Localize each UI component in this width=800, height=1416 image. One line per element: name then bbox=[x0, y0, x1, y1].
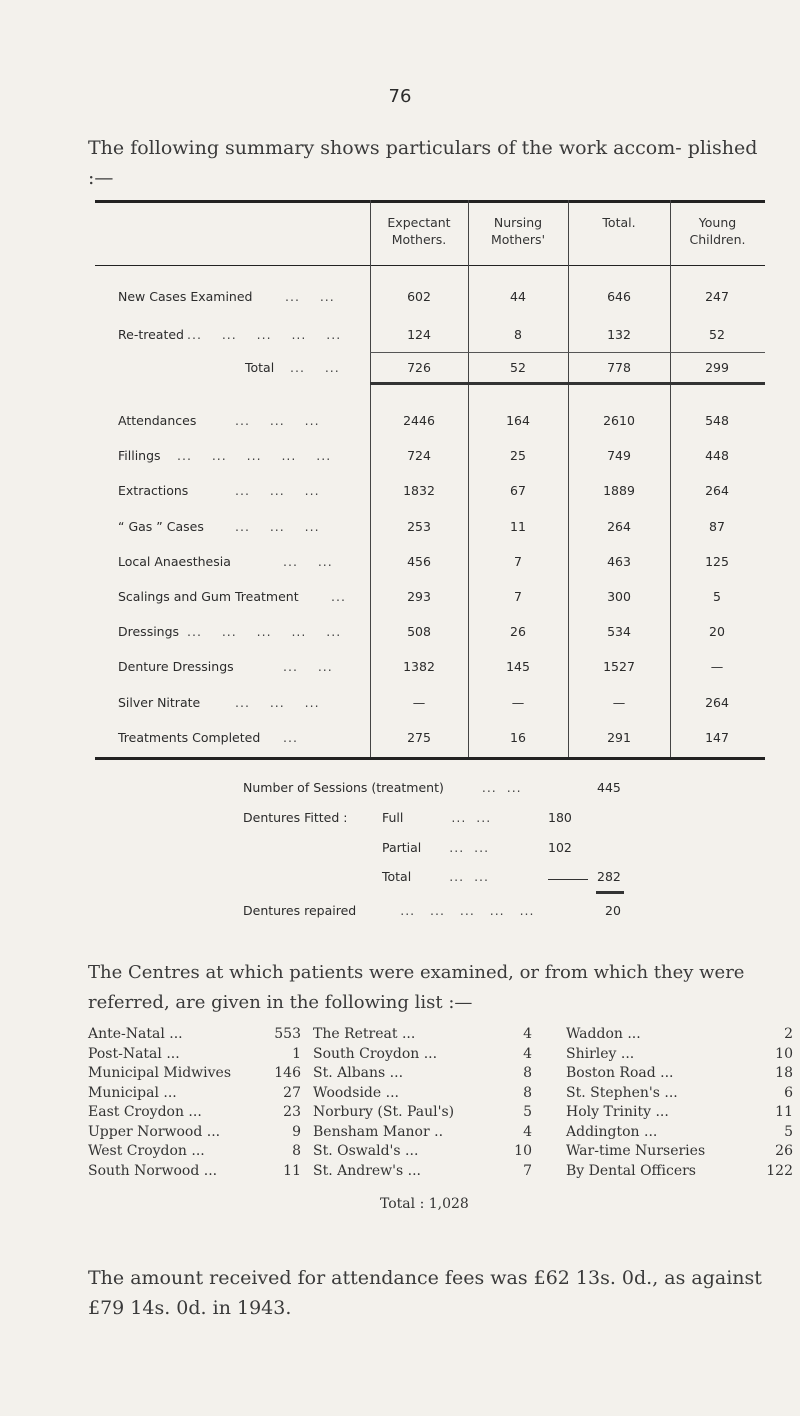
table-row bbox=[95, 448, 765, 468]
table-cell: 147 bbox=[705, 729, 729, 745]
table-cell: 16 bbox=[510, 729, 526, 745]
table-cell: — bbox=[511, 694, 525, 710]
centre-name: Municipal ... bbox=[88, 1084, 177, 1101]
centre-name: Holy Trinity ... bbox=[566, 1104, 669, 1120]
centre-count: 8 bbox=[523, 1084, 532, 1101]
leader-dots: ... ... ... ... ... bbox=[187, 624, 342, 640]
table-row bbox=[95, 554, 765, 574]
header-total: Total. bbox=[602, 215, 636, 230]
centre-name: South Croydon ... bbox=[313, 1045, 438, 1062]
table-cell: 456 bbox=[407, 553, 431, 569]
centre-name: South Norwood ... bbox=[88, 1162, 218, 1179]
centre-count: 10 bbox=[514, 1143, 532, 1159]
table-cell: 2610 bbox=[603, 413, 635, 428]
centre-count: 11 bbox=[283, 1162, 301, 1179]
table-cell: 534 bbox=[607, 624, 631, 640]
table-cell: 1889 bbox=[603, 483, 635, 499]
centre-name: St. Stephen's ... bbox=[566, 1084, 678, 1101]
table-cell: 11 bbox=[510, 518, 526, 534]
leader-dots: ... ... ... ... ... bbox=[177, 448, 332, 464]
sum-rule bbox=[548, 879, 588, 880]
centre-count: 2 bbox=[784, 1026, 793, 1042]
centre-count: 4 bbox=[523, 1026, 532, 1042]
centre-name: West Croydon ... bbox=[88, 1143, 205, 1159]
table-cell: 1527 bbox=[603, 659, 635, 675]
table-cell: 778 bbox=[607, 360, 631, 375]
table-cell: 463 bbox=[607, 553, 631, 569]
dentures-fitted-label: Dentures Fitted : bbox=[243, 810, 348, 825]
centre-name: St. Albans ... bbox=[313, 1065, 404, 1081]
row-label: Denture Dressings bbox=[118, 659, 234, 675]
dentures-repaired-value: 20 bbox=[605, 903, 621, 918]
table-cell: 44 bbox=[510, 289, 526, 304]
table-cell: 726 bbox=[407, 360, 431, 375]
sessions-label: Number of Sessions (treatment) ... ... bbox=[243, 780, 522, 795]
header-young-children: Young Children. bbox=[689, 215, 746, 247]
table-cell: — bbox=[710, 659, 724, 675]
centre-name: Norbury (St. Paul's) bbox=[313, 1104, 455, 1120]
table-row bbox=[95, 624, 765, 644]
table-cell: 7 bbox=[514, 553, 522, 569]
centre-count: 146 bbox=[274, 1065, 301, 1081]
centre-name: By Dental Officers bbox=[566, 1162, 696, 1179]
centre-name: Upper Norwood ... bbox=[88, 1123, 221, 1140]
table-row bbox=[95, 589, 765, 609]
table-cell: 1832 bbox=[403, 483, 435, 499]
centre-count: 4 bbox=[523, 1123, 532, 1140]
table-cell: 2446 bbox=[403, 413, 435, 428]
dentures-total-label: Total ... ... bbox=[382, 869, 489, 884]
table-cell: 646 bbox=[607, 289, 631, 304]
table-cell: 1382 bbox=[403, 659, 435, 675]
table-cell: 275 bbox=[407, 729, 431, 745]
summary-table bbox=[95, 200, 765, 760]
total-top-rule bbox=[370, 352, 765, 353]
centre-name: Ante-Natal ... bbox=[88, 1026, 183, 1042]
table-cell: 724 bbox=[407, 448, 431, 464]
table-row bbox=[95, 360, 765, 380]
table-cell: 7 bbox=[514, 589, 522, 604]
centre-name: War-time Nurseries bbox=[566, 1143, 706, 1159]
centre-name: St. Oswald's ... bbox=[313, 1143, 419, 1159]
centre-count: 9 bbox=[292, 1123, 301, 1140]
centre-count: 10 bbox=[775, 1045, 793, 1062]
table-cell: 300 bbox=[607, 589, 631, 604]
centre-count: 553 bbox=[274, 1026, 301, 1042]
row-label: “ Gas ” Cases bbox=[118, 518, 204, 534]
centre-count: 6 bbox=[784, 1084, 793, 1101]
header-expectant-mothers: Expectant Mothers. bbox=[387, 215, 451, 247]
row-label: Total bbox=[245, 360, 275, 375]
centre-count: 7 bbox=[523, 1162, 532, 1179]
page-number: 76 bbox=[388, 86, 412, 107]
leader-dots: ... ... bbox=[290, 360, 340, 375]
sessions-value: 445 bbox=[597, 780, 621, 795]
centres-total: Total : 1,028 bbox=[380, 1196, 469, 1212]
row-label: New Cases Examined bbox=[118, 289, 253, 304]
table-cell: 602 bbox=[407, 289, 431, 304]
leader-dots: ... bbox=[283, 729, 298, 745]
table-cell: 5 bbox=[713, 589, 721, 604]
leader-dots: ... ... bbox=[285, 289, 335, 304]
centre-name: Post-Natal ... bbox=[88, 1045, 180, 1062]
table-cell: 124 bbox=[407, 327, 431, 342]
centre-count: 11 bbox=[775, 1104, 793, 1120]
row-label: Silver Nitrate bbox=[118, 694, 201, 710]
table-cell: 293 bbox=[407, 589, 431, 604]
dentures-repaired-label: Dentures repaired ... ... ... ... ... bbox=[243, 903, 535, 918]
table-cell: 164 bbox=[506, 413, 530, 428]
centre-name: Shirley ... bbox=[566, 1045, 635, 1062]
table-cell: 264 bbox=[705, 694, 729, 710]
table-cell: 26 bbox=[510, 624, 526, 640]
table-cell: 67 bbox=[510, 483, 526, 499]
centre-count: 8 bbox=[523, 1065, 532, 1081]
centre-count: 27 bbox=[283, 1084, 301, 1101]
centre-count: 4 bbox=[523, 1045, 532, 1062]
centre-name: East Croydon ... bbox=[88, 1104, 202, 1120]
centre-name: St. Andrew's ... bbox=[313, 1162, 422, 1179]
table-cell: 25 bbox=[510, 448, 526, 464]
row-label: Attendances bbox=[118, 413, 197, 428]
leader-dots: ... ... ... bbox=[235, 413, 320, 428]
table-cell: 508 bbox=[407, 624, 431, 640]
row-label: Local Anaesthesia bbox=[118, 553, 231, 569]
leader-dots: ... ... ... bbox=[235, 483, 320, 499]
table-header-rule bbox=[95, 265, 765, 266]
total-bottom-rule bbox=[370, 382, 765, 385]
table-cell: 8 bbox=[514, 327, 522, 342]
row-label: Treatments Completed bbox=[118, 729, 261, 745]
table-cell: 145 bbox=[506, 659, 530, 675]
table-cell: 247 bbox=[705, 289, 729, 304]
table-cell: 52 bbox=[709, 327, 725, 342]
full-label: Full ... ... bbox=[382, 810, 492, 825]
full-value: 180 bbox=[548, 810, 572, 825]
row-label: Extractions bbox=[118, 483, 189, 499]
table-cell: 132 bbox=[607, 327, 631, 342]
centre-count: 23 bbox=[283, 1104, 301, 1120]
table-row bbox=[95, 289, 765, 309]
table-cell: 749 bbox=[607, 448, 631, 464]
closing-paragraph: The amount received for attendance fees was £62 13s. 0d., as against £79 14s. 0d. in 1943. bbox=[88, 1267, 762, 1319]
table-row bbox=[95, 659, 765, 679]
table-row bbox=[95, 327, 765, 347]
leader-dots: ... ... bbox=[283, 553, 333, 569]
partial-value: 102 bbox=[548, 840, 572, 855]
centre-name: Municipal Midwives bbox=[88, 1065, 232, 1081]
centre-count: 5 bbox=[784, 1123, 793, 1140]
centre-name: Waddon ... bbox=[566, 1026, 641, 1042]
double-rule bbox=[596, 891, 624, 894]
table-bottom-rule bbox=[95, 757, 765, 760]
centre-name: The Retreat ... bbox=[313, 1026, 416, 1042]
table-row bbox=[95, 519, 765, 539]
row-label: Fillings bbox=[118, 448, 161, 464]
table-cell: 299 bbox=[705, 360, 729, 375]
table-row bbox=[95, 695, 765, 715]
table-cell: 87 bbox=[709, 518, 725, 534]
table-cell: 20 bbox=[709, 624, 725, 640]
centre-name: Bensham Manor .. bbox=[313, 1123, 444, 1140]
centre-name: Addington ... bbox=[566, 1123, 658, 1140]
row-label: Dressings bbox=[118, 624, 180, 640]
centre-count: 1 bbox=[292, 1045, 301, 1062]
header-nursing-mothers: Nursing Mothers' bbox=[490, 215, 546, 247]
table-cell: 52 bbox=[510, 360, 526, 375]
centre-count: 8 bbox=[292, 1143, 301, 1159]
centre-count: 26 bbox=[775, 1143, 793, 1159]
table-cell: 125 bbox=[705, 553, 729, 569]
table-cell: 264 bbox=[607, 518, 631, 534]
table-cell: 264 bbox=[705, 483, 729, 499]
table-cell: 253 bbox=[407, 518, 431, 534]
table-row bbox=[95, 413, 765, 433]
leader-dots: ... ... ... ... ... bbox=[187, 327, 342, 342]
table-cell: 291 bbox=[607, 729, 631, 745]
leader-dots: ... ... bbox=[283, 659, 333, 675]
table-row bbox=[95, 483, 765, 503]
leader-dots: ... ... ... bbox=[235, 518, 320, 534]
table-top-rule bbox=[95, 200, 765, 203]
leader-dots: ... ... ... bbox=[235, 694, 320, 710]
table-cell: — bbox=[612, 694, 626, 710]
centre-count: 5 bbox=[523, 1104, 532, 1120]
row-label: Re-treated bbox=[118, 327, 184, 342]
table-cell: 448 bbox=[705, 448, 729, 464]
row-label: Scalings and Gum Treatment bbox=[118, 589, 299, 604]
table-row bbox=[95, 730, 765, 750]
table-cell: 548 bbox=[705, 413, 729, 428]
partial-label: Partial ... ... bbox=[382, 840, 490, 855]
centre-count: 122 bbox=[766, 1162, 793, 1179]
intro-paragraph: The following summary shows particulars of the work accom- plished :— bbox=[88, 137, 758, 189]
centre-name: Boston Road ... bbox=[566, 1065, 674, 1081]
table-cell: — bbox=[412, 694, 426, 710]
centres-intro: The Centres at which patients were examined, or from which they were referred, are given in the following list :— bbox=[88, 962, 745, 1013]
centre-name: Woodside ... bbox=[313, 1084, 399, 1101]
leader-dots: ... bbox=[331, 589, 346, 604]
centre-count: 18 bbox=[775, 1065, 793, 1081]
dentures-total-value: 282 bbox=[597, 869, 621, 884]
